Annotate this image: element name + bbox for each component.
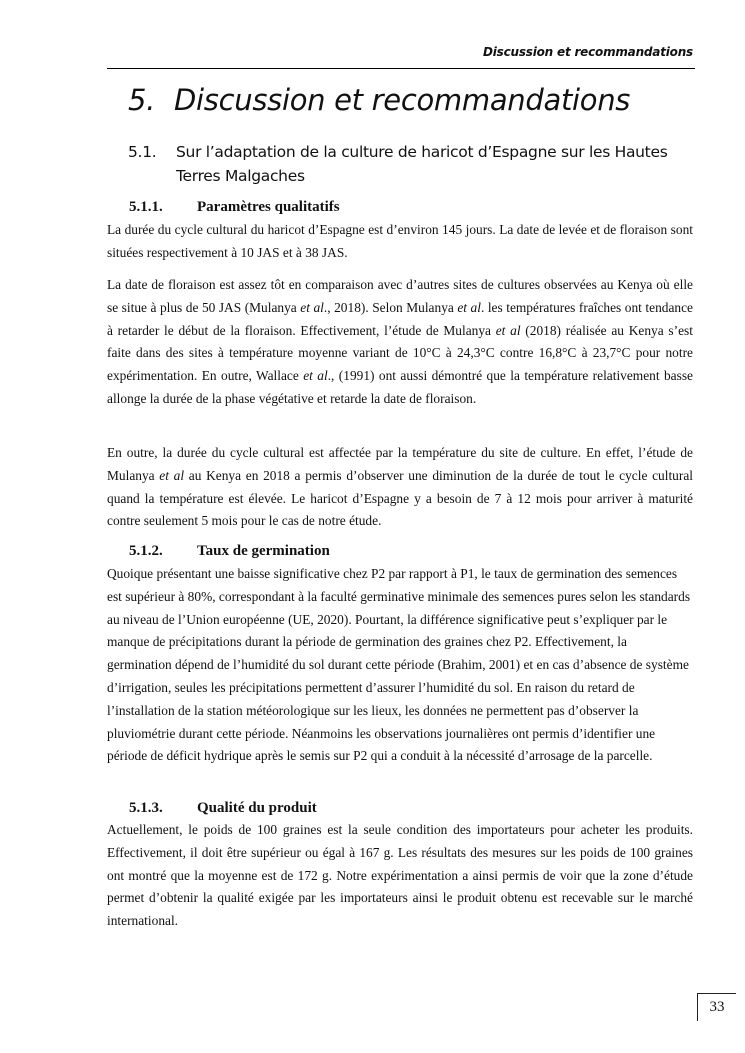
running-header-title: Discussion et recommandations	[482, 45, 693, 59]
paragraph-product-quality: Actuellement, le poids de 100 graines est la seule condition des importateurs pour acheter les produits. Effectivement, il doit être supérieur ou égal à 167 g. Les résultats des mesures sur les poids de 100 graines ont montré que la moyenne est de 172 g. Notre expérimentation a ainsi permis de voir que la zone d’étude permet d’obtenir la qualité exigée par les importateurs ainsi le produit obtenu est recevable sur le marché international.	[107, 822, 693, 929]
subsection-title: Paramètres qualitatifs	[197, 199, 340, 215]
page-number: 33	[709, 999, 725, 1015]
paragraph-germination: Quoique présentant une baisse significative chez P2 par rapport à P1, le taux de germination des semences est supérieur à 80%, correspondant à la faculté germinative minimale des semences pures selon les standards au niveau de l’Union européenne (UE, 2020). Pourtant, la différence significative peut s’expliquer par le manque de précipitations durant la période de germination des graines chez P2. Effectivement, la germination dépend de l’humidité du sol durant cette période (Brahim, 2001) et en cas d’absence de système d’irrigation, seules les précipitations permettent d’assurer l’humidité du sol. En raison du retard de l’installation de la station météorologique sur les lieux, les données ne permettent pas d’observer la pluviométrie durant cette période. Néanmoins les observations journalières ont permis d’identifier une période de déficit hydrique après le semis sur P2 qui a conduit à la nécessité d’arrosage de la parcelle.	[107, 566, 691, 764]
chapter-number: 5.	[128, 83, 156, 117]
subsection-heading-2	[129, 542, 330, 560]
subsection-title: Taux de germination	[197, 543, 330, 559]
paragraph-temperature-effect: En outre, la durée du cycle cultural est affectée par la température du site de culture. En effet, l’étude de Mulanya et al au Kenya en 2018 a permis d’observer une diminution de la durée de tout le cycle cultural quand la température est élevée. Le haricot d’Espagne y a besoin de 7 à 12 mois pour arriver à maturité contre seulement 5 mois pour le cas de notre étude.	[107, 445, 693, 529]
paragraph-cycle-duration: La durée du cycle cultural du haricot d’Espagne est d’environ 145 jours. La date de levée et de floraison sont situées respectivement à 10 JAS et à 38 JAS.	[107, 222, 693, 260]
subsection-title: Qualité du produit	[197, 800, 317, 816]
section-title-text: Sur l’adaptation de la culture de haricot d’Espagne sur les Hautes Terres Malgaches	[176, 143, 668, 185]
chapter-title	[128, 80, 708, 120]
running-header	[107, 42, 695, 69]
subsection-number: 5.1.3.	[129, 800, 163, 816]
subsection-number: 5.1.2.	[129, 543, 163, 559]
chapter-title-text: Discussion et recommandations	[174, 83, 631, 117]
page-number-box	[697, 993, 736, 1021]
paragraph-flowering-date: La date de floraison est assez tôt en comparaison avec d’autres sites de cultures observées au Kenya où elle se situe à plus de 50 JAS (Mulanya et al., 2018). Selon Mulanya et al. les températures fraîches ont tendance à retarder le début de la floraison. Effectivement, l’étude de Mulanya et al (2018) réalisée au Kenya s’est faite dans des sites à température moyenne variant de 10°C à 24,3°C contre 16,8°C à 23,7°C pour notre expérimentation. En outre, Wallace et al., (1991) ont aussi démontré que la température relativement basse allonge la durée de la phase végétative et retarde la date de floraison.	[107, 277, 693, 406]
subsection-number: 5.1.1.	[129, 199, 163, 215]
section-number: 5.1.	[128, 143, 157, 161]
section-heading	[128, 140, 703, 188]
subsection-heading-1	[129, 198, 340, 216]
subsection-heading-3	[129, 799, 317, 817]
